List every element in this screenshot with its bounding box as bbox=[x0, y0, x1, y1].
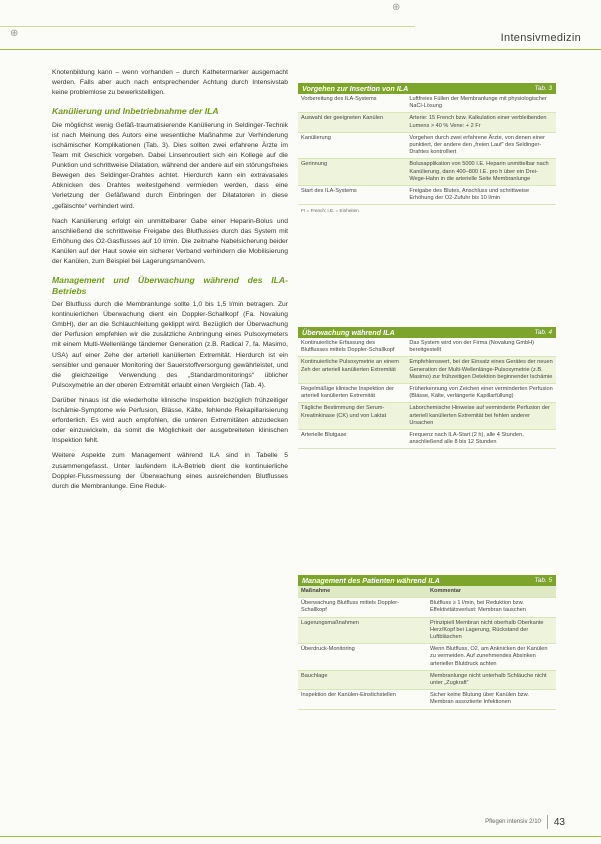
header-rule bbox=[0, 49, 601, 50]
footer-rule bbox=[0, 836, 601, 837]
table-cell-value: Sicher keine Blutung über Kanülen bzw. Membran assoziierte Infektionen bbox=[430, 692, 529, 706]
table-cell-value: Blutfluss ≥ 1 l/min, bei Reduktion bzw. Effektivitätsverlust: Membran tauschen bbox=[430, 600, 526, 614]
table-4-title: Überwachung während ILA bbox=[302, 327, 395, 337]
journal-name: Pflegen intensiv 2/10 bbox=[485, 819, 541, 825]
table-5 bbox=[298, 575, 556, 710]
table-cell-label: Auswahl der geeigneten Kanülen bbox=[301, 115, 384, 122]
table-4 bbox=[298, 327, 556, 449]
table-row bbox=[298, 618, 556, 645]
table-3-number: Tab. 3 bbox=[534, 84, 552, 92]
page-footer bbox=[485, 815, 565, 829]
table-cell-label: Kontinuierliche Pulsoxymetrie an einem Zeh der arteriell kanülierten Extremität bbox=[301, 359, 399, 373]
table-row bbox=[298, 186, 556, 205]
table-cell-value: Frequenz nach ILA-Start (2 h), alle 4 Stunden, anschließend alle 8 bis 12 Stunden bbox=[409, 432, 524, 446]
footer-divider bbox=[547, 815, 548, 829]
table-cell-label: Start des ILA-Systems bbox=[301, 188, 357, 195]
table-cell-label: Vorbereitung des ILA-Systems bbox=[301, 96, 377, 102]
table-row bbox=[298, 644, 556, 671]
table-3-note: Fr = French; I.E. = Einheiten bbox=[301, 208, 359, 214]
table-5-title: Management des Patienten während ILA bbox=[302, 575, 440, 585]
section-title: Intensivmedizin bbox=[500, 32, 581, 44]
table-cell-label: Arterielle Blutgase bbox=[301, 432, 347, 439]
table-5-col-1: Maßnahme bbox=[301, 588, 331, 594]
table-row bbox=[298, 598, 556, 617]
page-number: 43 bbox=[553, 816, 565, 828]
table-cell-value: Vorgehen durch zwei erfahrene Ärzte, von denen einer punktiert, der andere den „freien Lauf“ des Seldinger-Drahtes kontrolliert bbox=[409, 134, 545, 156]
table-row bbox=[298, 94, 556, 113]
section-heading: Management und Überwachung während des ILA-Betriebs bbox=[52, 275, 288, 296]
table-cell-value: Membranlunge nicht unterhalb Schläuche nicht unter „Zugkraft“ bbox=[430, 672, 547, 687]
table-5-rows bbox=[298, 598, 556, 709]
table-cell-label: Tägliche Bestimmung der Serum-Kreatinkinase (CK) und von Laktat bbox=[301, 405, 387, 419]
table-cell-value: Bolusapplikation von 5000 I.E. Heparin unmittelbar nach Kanülierung, dann 400–800 I.E. pro h über ein Drei-Wege-Hahn in die arterielle Seite Membranlunge bbox=[409, 161, 549, 182]
table-cell-label: Überdruck-Monitoring bbox=[301, 646, 355, 653]
table-cell-value: Früherkennung von Zeichen einer verminderten Perfusion (Blässe, Kälte, verlängerte Kapillarfüllung) bbox=[409, 386, 553, 400]
table-5-col-2: Kommentar bbox=[430, 588, 462, 594]
paragraph: Weitere Aspekte zum Management während ILA sind in Tabelle 5 zusammengefasst. Unter laufendem ILA-Betrieb dient die kontinuierliche Doppler-Flussmessung der Überwachung eines ausreichenden Blutflusses durch die Membranlunge. Eine Reduk- bbox=[52, 452, 288, 490]
header-rule-top bbox=[0, 26, 415, 27]
table-cell-label: Kontinuierliche Erfassung des Blutflusses mittels Doppler-Schallkopf bbox=[301, 340, 395, 354]
paragraph: Nach Kanülierung erfolgt ein unmittelbarer Gabe einer Heparin-Bolus und anschließend die schrittweise Freigabe des Blutflusses durch das System mit Erhöhung des O2-Gasflusses auf 10 l/min. Die zeitnahe Nabelsicherung beider Kanülen auf der Haut sowie ein sicherer Verband verhindern die Mobilisierung der Kanülen, zum Beispiel bei Lagerungsmanövern. bbox=[52, 217, 288, 265]
table-cell-value: Empfehlenswert, bei der Einsatz eines Gerätes der neuen Generation der Multi-Wellenlänge-Pulsoxymetrie (z.B. Masimo) zur frühzeitigen Detektion beginnender Ischämie bbox=[409, 359, 553, 380]
registration-mark-top: ⊕ bbox=[392, 2, 401, 13]
paragraph: Knotenbildung kann – wenn vorhanden – durch Kathetermarker ausgemacht werden. Falls aber auch nach entsprechender Achtung durch Intensivstab keine problemlose zu bewerkstelligen. bbox=[52, 69, 288, 97]
table-5-column-headers bbox=[298, 586, 556, 598]
table-cell-label: Gerinnung bbox=[301, 161, 328, 168]
table-4-number: Tab. 4 bbox=[534, 328, 552, 336]
table-5-number: Tab. 5 bbox=[534, 576, 552, 584]
table-cell-label: Bauchlage bbox=[301, 672, 328, 679]
table-row bbox=[298, 133, 556, 160]
table-cell-label: Kanülierung bbox=[301, 134, 331, 141]
table-cell-value: Das System wird von der Firma (Novalung GmbH) bereitgestellt bbox=[409, 340, 535, 354]
paragraph: Darüber hinaus ist die wiederholte klinische Inspektion bezüglich frühzeitiger Ischämie-Symptome wie Perfusion, Blässe, Kälte, fehlende Rekapillarisierung erforderlich. Es wird auch empfohlen, die unteren Extremitäten abzudecken oder einzuwickeln, da somit die Möglichkeit der ausgebreiteten klinischen Inspektion fehlt. bbox=[52, 396, 288, 445]
table-4-rows bbox=[298, 338, 556, 449]
table-cell-value: Prinzipiell Membran nicht oberhalb Oberkante Herz/Kopf bei Lagerung, Rückstand der Luftbläschen bbox=[430, 619, 544, 641]
table-cell-label: Regelmäßige klinische Inspektion der arteriell kanülierten Extremität bbox=[301, 386, 394, 400]
table-3 bbox=[298, 83, 556, 217]
section-heading: Kanülierung und Inbetriebnahme der ILA bbox=[52, 106, 219, 117]
registration-mark-left: ⊕ bbox=[10, 28, 19, 39]
table-cell-label: Überwachung Blutfluss mittels Doppler-Schallkopf bbox=[301, 600, 399, 614]
table-row bbox=[298, 113, 556, 132]
table-5-header bbox=[298, 575, 556, 586]
table-row bbox=[298, 671, 556, 690]
table-4-header bbox=[298, 327, 556, 338]
table-cell-label: Lagerungsmaßnahmen bbox=[301, 619, 359, 626]
table-cell-value: Wenn Blutfluss, O2, am Anknicken der Kanülen zu vermeiden. Auf zunehmendes Absinken arterieller Blutdruck achten bbox=[430, 646, 548, 667]
paragraph: Die möglichst wenig Gefäß-traumatisierende Kanülierung in Seldinger-Technik ist nach Meinung des Autors eine wesentliche Maßnahme zur Verhinderung ischämischer Komplikationen (Tab. 3). Dies sollten zwei erfahrene Ärzte im Team mit Geschick vorgeben. Dabei Linsenroutiert sich ein Kollege auf die Punktion und schrittweise Dilatation, während der andere auf ein störungsfreies Bewegen des Seldinger-Drahtes achtet. Hierdurch kann ein extravasales Abknicken des Drahtes weitestgehend vermieden werden, dass eine Verletzung der Gefäßwand durch Einbringen der Dilatatoren in diese „gefälschte“ verhindert wird. bbox=[52, 121, 288, 210]
table-cell-value: Luftfreies Füllen der Membranlunge mit physiologischer NaCl-Lösung bbox=[409, 96, 547, 110]
table-row bbox=[298, 159, 556, 186]
table-3-header bbox=[298, 83, 556, 94]
table-row bbox=[298, 384, 556, 403]
table-row bbox=[298, 357, 556, 384]
table-cell-value: Arterie: 15 French bzw. Kalkulation einer verbleibenden Lumens > 40 % Vene: + 2 Fr bbox=[409, 115, 547, 129]
table-3-rows bbox=[298, 94, 556, 205]
paragraph: Der Blutfluss durch die Membranlunge sollte 1,0 bis 1,5 l/min betragen. Zur kontinuierlichen Überwachung dient ein Doppler-Schallkopf (Fa. Novalung GmbH), der an die Schlauchleitung geklippt wird. Bezüglich der Überwachung der Perfusion empfehlen wir die zusätzliche Anbringung eines Pulsoxymeters mit einem Multi-Wellenlänge tändemer Generation (z.B. Radical 7, fa. Masimo, USA) auf einer Zehe der arteriell kanülierten Extremität. Hierdurch ist ein sensibler und genauer Monitoring der Sauerstoffversorgung gewährleistet, und die gleichzeitige Verwendung des „Standardmonitorings“ üblicher Pulsoxymetrie an der oberen Extremität erlaubt einen Vergleich (Tab. 4). bbox=[52, 301, 288, 389]
table-cell-label: Inspektion der Kanülen-Einstichstellen bbox=[301, 692, 396, 699]
table-row bbox=[298, 338, 556, 357]
table-3-title: Vorgehen zur Insertion von ILA bbox=[302, 83, 409, 93]
table-row bbox=[298, 690, 556, 709]
table-row bbox=[298, 403, 556, 430]
table-cell-value: Laborchemische Hinweise auf verminderte Perfusion der arteriell kanülierten Extremität bei fehlen anderer Ursachen bbox=[409, 405, 550, 426]
table-row bbox=[298, 430, 556, 449]
table-cell-value: Freigabe des Blutes, Anschluss und schrittweise Erhöhung der O2-Zufuhr bis 10 l/min bbox=[409, 188, 530, 202]
body-text-column bbox=[52, 68, 288, 497]
